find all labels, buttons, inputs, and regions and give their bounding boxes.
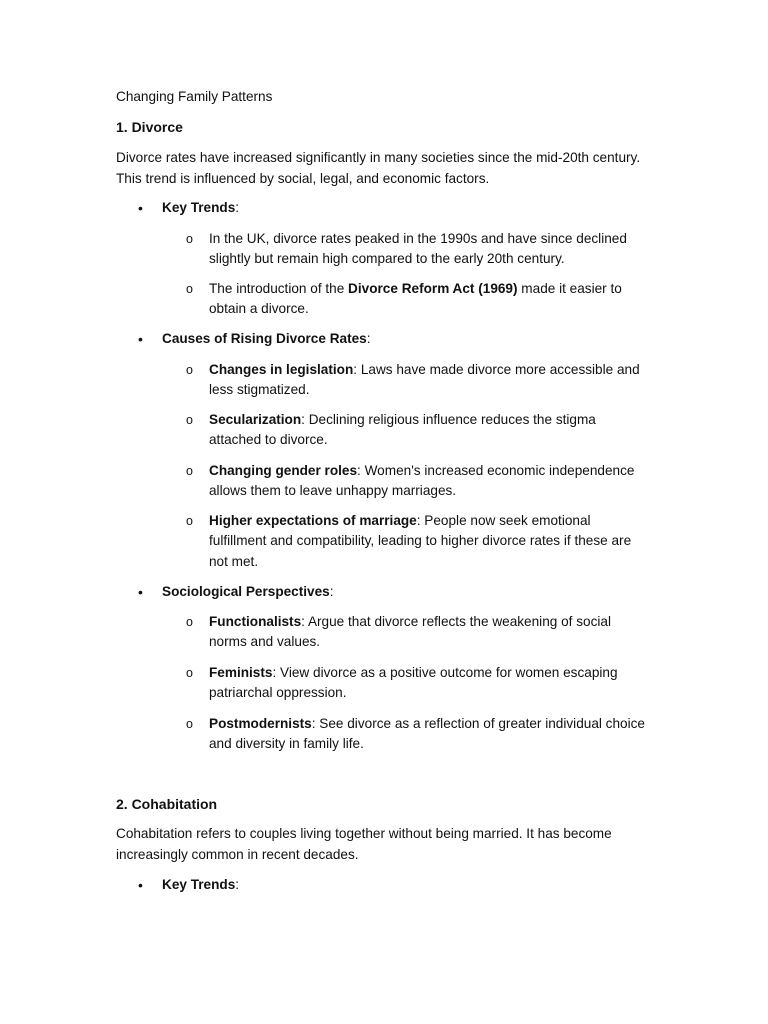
sub-marker: o — [186, 363, 193, 377]
sub-marker: o — [186, 717, 193, 731]
section-heading-cohabitation: 2. Cohabitation — [116, 796, 218, 812]
bullet-label: Key Trends — [162, 200, 236, 215]
bullet-dot: • — [138, 200, 143, 216]
sub-marker: o — [186, 615, 193, 629]
sub-marker: o — [186, 232, 193, 246]
bullet-dot: • — [138, 331, 143, 347]
sub-marker: o — [186, 282, 193, 296]
bullet-label: Key Trends — [162, 877, 236, 892]
sub-marker: o — [186, 413, 193, 427]
section-intro-divorce: Divorce rates have increased significantly in many societies since the mid-20th century. This trend is influenced by social, legal, and economic factors. — [116, 150, 641, 186]
sub-marker: o — [186, 464, 193, 478]
sub-marker: o — [186, 514, 193, 528]
section-heading-divorce: 1. Divorce — [116, 119, 183, 135]
bullet-label: Causes of Rising Divorce Rates — [162, 331, 367, 346]
sub-marker: o — [186, 666, 193, 680]
section-intro-cohabitation: Cohabitation refers to couples living together without being married. It has become increasingly common in recent decades. — [116, 826, 612, 862]
bullet-dot: • — [138, 877, 143, 893]
bullet-dot: • — [138, 584, 143, 600]
document-title: Changing Family Patterns — [116, 89, 273, 104]
bullet-label: Sociological Perspectives — [162, 584, 330, 599]
